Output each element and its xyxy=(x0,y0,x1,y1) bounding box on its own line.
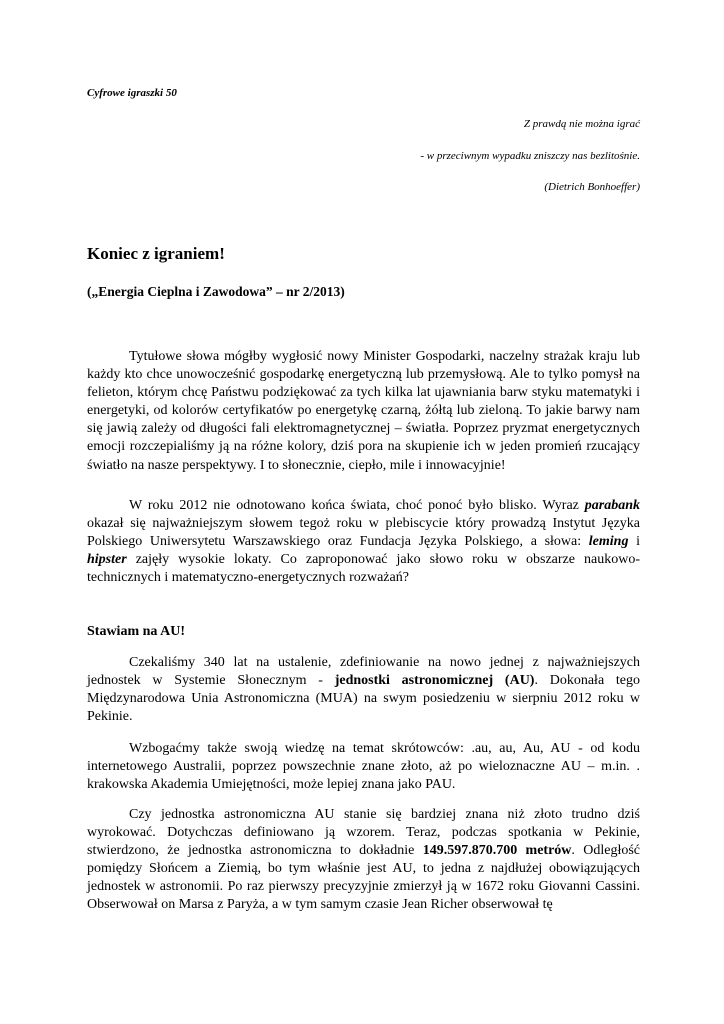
paragraph-5-text-2: . Odległość pomiędzy Słońcem a Ziemią, bo tym właśnie jest AU, to jedna z najdłużej obowiązujących jednostek w astronomii. Po raz pierwszy precyzyjnie zmierzył ją w 1672 roku Giovanni Cassini. Obserwował on Marsa z Paryża, a w tym samym czasie Jean Richer obserwował tę xyxy=(87,843,640,913)
epigraph-line-2: - w przeciwnym wypadku zniszczy nas bezlitośnie. xyxy=(420,150,640,162)
paragraph-5-text-1: Czy jednostka astronomiczna AU stanie się bardziej znana niż złoto trudno dziś wyrokować. Dotychczas definiowano ją wzorem. Teraz, podczas spotkania w Pekinie, stwierdzono, że jednostka astronomiczna to dokładnie xyxy=(87,807,640,859)
paragraph-2-text-2: okazał się najważniejszym słowem tegoż roku w plebiscycie który prowadzą Instytut Języka Polskiego Uniwersytetu Warszawskiego oraz Fundacja Języka Polskiego, a słowa: xyxy=(87,516,640,550)
section-heading: Stawiam na AU! xyxy=(87,624,186,639)
series-header: Cyfrowe igraszki 50 xyxy=(87,87,177,99)
paragraph-1: Tytułowe słowa mógłby wygłosić nowy Minister Gospodarki, naczelny strażak kraju lub każdy kto chce unowocześnić gospodarkę energetyczną lub przemysłową. Ale to tylko pomysł na felieton, którym chcę Państwu podziękować za tych kilka lat ujawniania barw styku matematyki i energetyki, od kolorów certyfikatów po energetykę czarną, żółtą lub zieloną. To jakie barwy nam się jawią zależy od długości fali elektromagnetycznej – światła. Poprzez pryzmat energetycznych emocji rozczepialiśmy ją na różne kolory, dziś pora na skupienie ich w jeden promień rzucający światło na nasze perspektywy. I to słonecznie, ciepło, mile i innowacyjnie! xyxy=(87,349,640,473)
word-hipster: hipster xyxy=(87,552,127,568)
epigraph-line-1: Z prawdą nie można igrać xyxy=(523,118,640,130)
word-parabank: parabank xyxy=(584,498,640,513)
epigraph-author: (Dietrich Bonhoeffer) xyxy=(544,181,640,193)
term-astronomical-unit: jednostki astronomicznej (AU) xyxy=(334,673,535,689)
paragraph-2-text-1: W roku 2012 nie odnotowano końca świata, choć ponoć było blisko. Wyraz xyxy=(129,498,585,513)
paragraph-5 xyxy=(87,806,640,915)
paragraph-3 xyxy=(87,654,640,726)
paragraph-2-text-3: i xyxy=(628,534,640,550)
paragraph-4: Wzbogaćmy także swoją wiedzę na temat skrótowców: .au, au, Au, AU - od kodu internetowego Australii, poprzez powszechnie znane złoto, aż po wieloznaczne AU – m.in. . krakowska Akademia Umiejętności, może lepiej znana jako PAU. xyxy=(87,741,640,793)
document-page xyxy=(87,0,640,1024)
paragraph-3-text-2: . Dokonała tego Międzynarodowa Unia Astronomiczna (MUA) na swym posiedzeniu w sierpniu 2012 roku w Pekinie. xyxy=(87,673,641,725)
paragraph-2-text-4: zajęły wysokie lokaty. Co zaproponować jako słowo roku w obszarze naukowo-technicznych i matematyczno-energetycznych rozważań? xyxy=(87,552,640,586)
article-source: („Energia Cieplna i Zawodowa” – nr 2/2013) xyxy=(87,284,345,299)
article-title: Koniec z igraniem! xyxy=(87,244,225,263)
paragraph-3-text-1: Czekaliśmy 340 lat na ustalenie, zdefiniowanie na nowo jednej z najważniejszych jednostek w Systemie Słonecznym - xyxy=(87,655,640,689)
word-leming: leming xyxy=(588,534,629,550)
au-distance-value: 149.597.870.700 metrów xyxy=(422,843,572,859)
paragraph-2 xyxy=(87,497,640,587)
